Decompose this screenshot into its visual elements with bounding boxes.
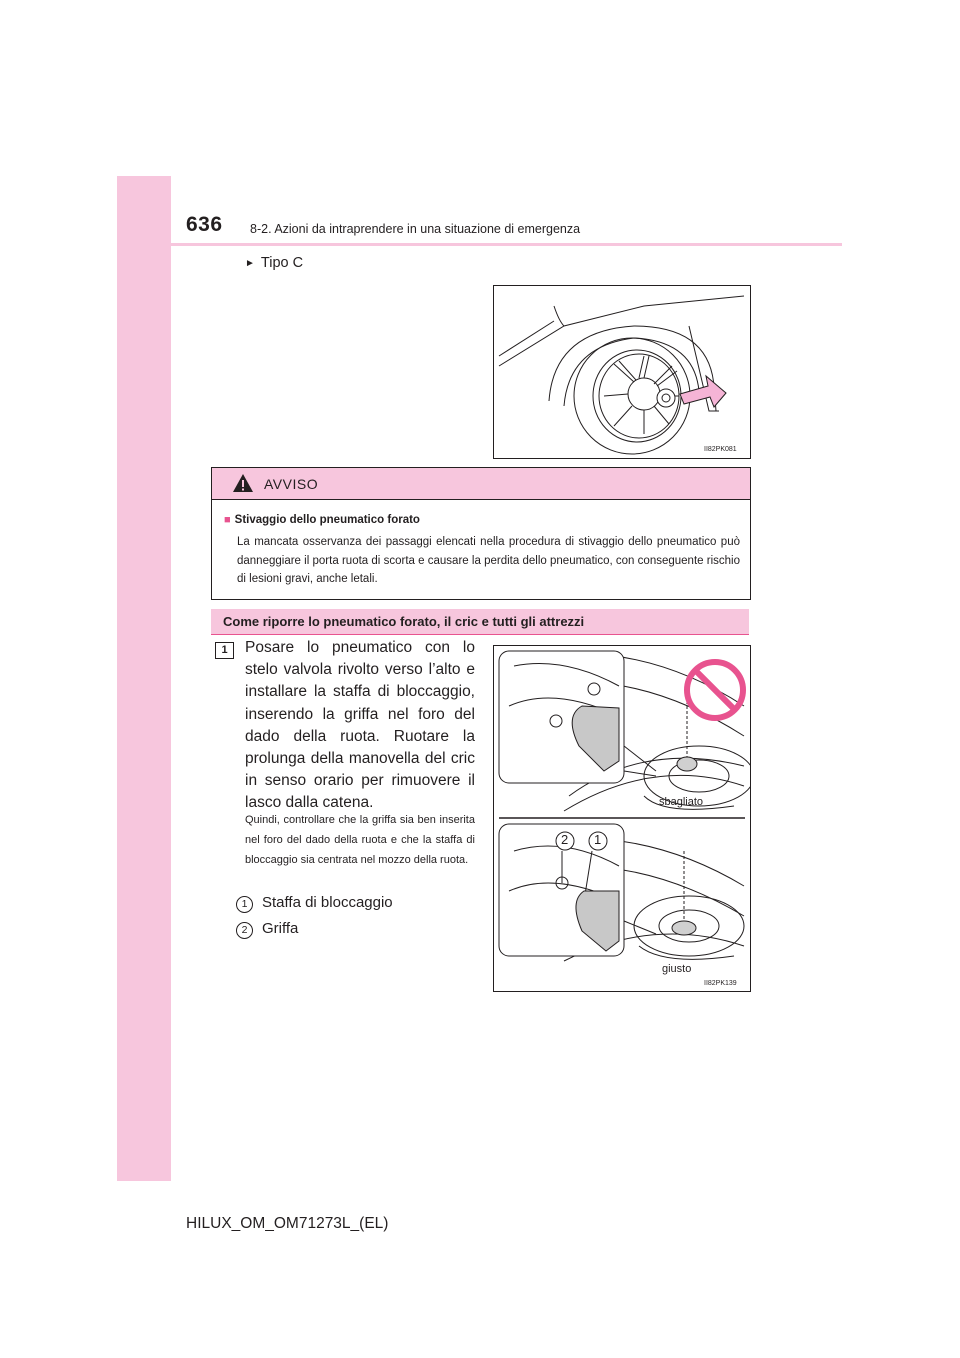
variant-label-text: Tipo C bbox=[260, 255, 304, 271]
warning-box bbox=[211, 467, 751, 600]
legend-label: Griffa bbox=[262, 920, 299, 937]
legend-label: Staffa di bloccaggio bbox=[262, 894, 393, 911]
wheel-illustration bbox=[493, 285, 751, 459]
step-note: Quindi, controllare che la griffa sia ben inserita nel foro del dado della ruota e che la staffa di bloccaggio sia centrata nel mozzo della ruota. bbox=[245, 814, 475, 866]
section-header: 8-2. Azioni da intraprendere in una situazione di emergenza bbox=[250, 222, 581, 236]
side-thumb-tab bbox=[117, 176, 171, 1181]
pointer-arrow bbox=[680, 376, 726, 407]
warning-subtitle bbox=[224, 514, 420, 526]
wheel-drawing bbox=[494, 286, 750, 458]
stowing-drawing bbox=[494, 646, 750, 991]
footer-doc-id: HILUX_OM_OM71273L_(EL) bbox=[186, 1215, 389, 1232]
section-heading-bar bbox=[211, 609, 749, 635]
variant-label bbox=[245, 255, 303, 271]
callout-1: 1 bbox=[594, 832, 602, 847]
label-right: giusto bbox=[662, 963, 692, 975]
header-rule bbox=[171, 243, 842, 246]
section-title: Come riporre lo pneumatico forato, il cric e tutti gli attrezzi bbox=[223, 614, 585, 629]
warning-triangle-icon bbox=[232, 473, 254, 493]
square-bullet-icon: ■ bbox=[224, 514, 231, 526]
stowing-illustration bbox=[493, 645, 751, 992]
figure-code: II82PK139 bbox=[704, 980, 737, 987]
legend-number: 2 bbox=[236, 922, 253, 939]
step-text: Posare lo pneumatico con lo stelo valvola rivolto verso l’alto e installare la staffa di bloccaggio, inserendo la griffa nel foro del dado della ruota. Ruotare la prolunga della manovella del cric in senso orario per rimuovere il lasco dalla catena. bbox=[245, 639, 475, 812]
warning-body: La mancata osservanza dei passaggi elencati nella procedura di stivaggio dello pneumatico può danneggiare il porta ruota di scorta e causare la perdita dello pneumatico, con conseguente rischio di lesioni gravi, anche letali. bbox=[237, 536, 740, 585]
callout-2: 2 bbox=[561, 832, 569, 847]
warning-title: AVVISO bbox=[264, 476, 319, 492]
warning-header bbox=[212, 468, 750, 500]
label-wrong: sbagliato bbox=[659, 796, 704, 808]
warning-subtitle-text: Stivaggio dello pneumatico forato bbox=[234, 514, 420, 526]
arrow-right-icon: ► bbox=[245, 258, 255, 269]
legend-number: 1 bbox=[236, 896, 253, 913]
page-number: 636 bbox=[186, 213, 223, 236]
step-number: 1 bbox=[215, 642, 234, 659]
figure-code: II82PK081 bbox=[704, 446, 737, 453]
